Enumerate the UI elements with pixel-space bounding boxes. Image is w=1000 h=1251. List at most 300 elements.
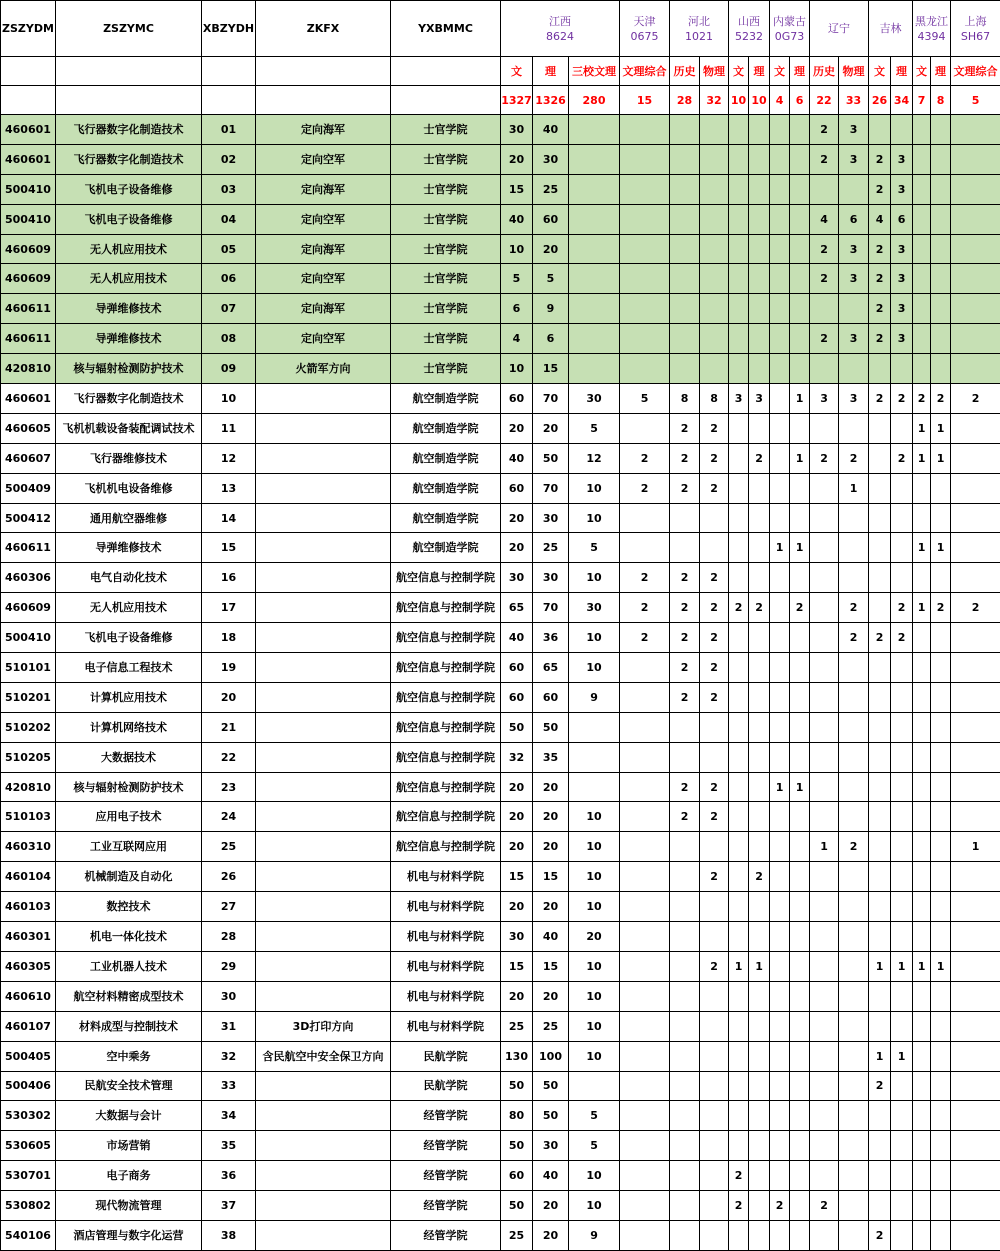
quota-cell <box>670 204 700 234</box>
table-row <box>1 712 1000 742</box>
school-code-cell: 23 <box>202 772 256 802</box>
quota-cell: 15 <box>501 951 533 981</box>
quota-cell <box>700 1011 729 1041</box>
table-row <box>1 413 1000 443</box>
quota-cell: 2 <box>700 802 729 832</box>
quota-cell <box>913 653 931 683</box>
subject-header: 物理 <box>839 57 869 86</box>
quota-cell: 3 <box>891 294 913 324</box>
quota-cell <box>749 354 770 384</box>
quota-cell: 2 <box>700 862 729 892</box>
quota-cell <box>869 443 891 473</box>
major-code-cell: 540106 <box>1 1220 56 1250</box>
quota-cell <box>913 981 931 1011</box>
quota-cell <box>700 1071 729 1101</box>
quota-cell <box>931 144 951 174</box>
major-code-cell: 460601 <box>1 115 56 145</box>
quota-cell <box>931 682 951 712</box>
table-row <box>1 533 1000 563</box>
province-name: 山西 <box>738 14 761 28</box>
quota-cell <box>620 1041 670 1071</box>
quota-cell <box>951 294 1000 324</box>
direction-cell <box>256 653 391 683</box>
quota-cell <box>891 862 913 892</box>
table-row <box>1 623 1000 653</box>
quota-cell: 35 <box>533 742 569 772</box>
school-code-cell: 19 <box>202 653 256 683</box>
major-code-cell: 460610 <box>1 981 56 1011</box>
quota-cell: 2 <box>810 443 839 473</box>
school-code-cell: 06 <box>202 264 256 294</box>
quota-cell <box>700 503 729 533</box>
total-cell: 10 <box>729 86 749 115</box>
total-cell: 32 <box>700 86 729 115</box>
quota-cell: 40 <box>533 922 569 952</box>
quota-cell <box>700 1220 729 1250</box>
direction-cell: 定向空军 <box>256 144 391 174</box>
direction-cell: 含民航空中安全保卫方向 <box>256 1041 391 1071</box>
subject-header: 理 <box>533 57 569 86</box>
quota-cell <box>951 533 1000 563</box>
quota-cell: 3 <box>891 234 913 264</box>
quota-cell: 2 <box>931 593 951 623</box>
table-row <box>1 354 1000 384</box>
school-code-cell: 05 <box>202 234 256 264</box>
blank-cell <box>202 57 256 86</box>
quota-cell <box>620 832 670 862</box>
quota-cell: 2 <box>869 324 891 354</box>
quota-cell: 60 <box>501 1161 533 1191</box>
total-cell: 28 <box>670 86 700 115</box>
quota-cell <box>869 922 891 952</box>
quota-cell <box>951 1011 1000 1041</box>
quota-cell: 80 <box>501 1101 533 1131</box>
quota-cell: 20 <box>569 922 620 952</box>
quota-cell: 2 <box>700 951 729 981</box>
major-name-cell: 飞机机电设备维修 <box>56 473 202 503</box>
quota-cell: 20 <box>501 533 533 563</box>
quota-cell <box>569 1071 620 1101</box>
quota-cell <box>700 1131 729 1161</box>
quota-cell <box>790 473 810 503</box>
quota-cell: 2 <box>891 443 913 473</box>
quota-cell <box>620 653 670 683</box>
quota-cell <box>913 174 931 204</box>
quota-cell <box>700 533 729 563</box>
quota-cell: 60 <box>501 682 533 712</box>
quota-cell <box>839 1191 869 1221</box>
direction-cell <box>256 563 391 593</box>
quota-cell <box>670 294 700 324</box>
quota-cell <box>869 981 891 1011</box>
quota-cell <box>839 772 869 802</box>
college-cell: 士官学院 <box>391 204 501 234</box>
quota-cell: 20 <box>533 802 569 832</box>
quota-cell: 2 <box>700 653 729 683</box>
quota-cell: 10 <box>569 862 620 892</box>
quota-cell: 6 <box>839 204 869 234</box>
quota-cell: 2 <box>810 324 839 354</box>
quota-cell <box>810 951 839 981</box>
quota-cell: 2 <box>670 443 700 473</box>
quota-cell <box>891 115 913 145</box>
quota-cell: 1 <box>913 593 931 623</box>
quota-cell: 10 <box>569 1161 620 1191</box>
quota-cell <box>790 234 810 264</box>
college-cell: 机电与材料学院 <box>391 892 501 922</box>
quota-cell: 15 <box>533 354 569 384</box>
quota-cell <box>729 682 749 712</box>
table-row <box>1 1161 1000 1191</box>
quota-cell <box>790 563 810 593</box>
quota-cell <box>749 712 770 742</box>
quota-cell: 20 <box>501 413 533 443</box>
quota-cell <box>810 981 839 1011</box>
major-name-cell: 应用电子技术 <box>56 802 202 832</box>
quota-cell <box>913 892 931 922</box>
quota-cell: 10 <box>569 653 620 683</box>
direction-cell <box>256 503 391 533</box>
college-cell: 机电与材料学院 <box>391 951 501 981</box>
quota-cell <box>913 234 931 264</box>
quota-cell: 1 <box>869 1041 891 1071</box>
major-name-cell: 大数据与会计 <box>56 1101 202 1131</box>
subject-header: 理 <box>931 57 951 86</box>
quota-cell <box>869 742 891 772</box>
major-code-cell: 460601 <box>1 384 56 414</box>
quota-cell: 3 <box>839 234 869 264</box>
quota-cell <box>913 264 931 294</box>
college-cell: 航空制造学院 <box>391 443 501 473</box>
quota-cell <box>839 1041 869 1071</box>
total-cell: 5 <box>951 86 1000 115</box>
quota-cell <box>749 1191 770 1221</box>
blank-cell <box>256 86 391 115</box>
school-code-cell: 09 <box>202 354 256 384</box>
quota-cell: 2 <box>869 1220 891 1250</box>
quota-cell: 32 <box>501 742 533 772</box>
major-code-cell: 460305 <box>1 951 56 981</box>
quota-cell <box>951 623 1000 653</box>
quota-cell <box>790 1161 810 1191</box>
quota-cell <box>770 802 790 832</box>
quota-cell <box>770 742 790 772</box>
quota-cell: 5 <box>569 1101 620 1131</box>
quota-cell <box>749 563 770 593</box>
school-code-cell: 26 <box>202 862 256 892</box>
quota-cell: 5 <box>501 264 533 294</box>
quota-cell <box>869 1131 891 1161</box>
quota-cell: 3 <box>810 384 839 414</box>
quota-cell: 50 <box>533 1101 569 1131</box>
college-cell: 航空信息与控制学院 <box>391 653 501 683</box>
quota-cell: 10 <box>569 892 620 922</box>
quota-cell <box>810 563 839 593</box>
total-cell: 8 <box>931 86 951 115</box>
blank-cell <box>1 57 56 86</box>
quota-cell <box>770 443 790 473</box>
quota-cell: 4 <box>869 204 891 234</box>
province-name: 江西 <box>549 14 572 28</box>
quota-cell <box>913 1131 931 1161</box>
quota-cell <box>891 1220 913 1250</box>
quota-cell <box>931 922 951 952</box>
quota-cell <box>951 413 1000 443</box>
quota-cell <box>569 742 620 772</box>
quota-cell <box>931 1191 951 1221</box>
quota-cell <box>749 503 770 533</box>
quota-cell: 10 <box>569 1191 620 1221</box>
quota-cell <box>749 832 770 862</box>
quota-cell: 2 <box>839 443 869 473</box>
quota-cell <box>869 892 891 922</box>
major-code-cell: 530802 <box>1 1191 56 1221</box>
quota-cell: 1 <box>770 533 790 563</box>
quota-cell: 6 <box>891 204 913 234</box>
quota-cell <box>869 682 891 712</box>
quota-cell <box>913 204 931 234</box>
quota-cell <box>839 174 869 204</box>
quota-cell <box>729 623 749 653</box>
quota-cell <box>913 324 931 354</box>
quota-cell <box>913 1191 931 1221</box>
quota-cell <box>810 1041 839 1071</box>
quota-cell <box>839 653 869 683</box>
school-code-cell: 16 <box>202 563 256 593</box>
quota-cell <box>839 1011 869 1041</box>
quota-cell <box>790 1191 810 1221</box>
college-cell: 经管学院 <box>391 1191 501 1221</box>
total-cell: 1326 <box>533 86 569 115</box>
quota-cell <box>670 862 700 892</box>
table-row <box>1 115 1000 145</box>
quota-cell <box>951 892 1000 922</box>
quota-cell <box>869 593 891 623</box>
quota-cell <box>951 115 1000 145</box>
quota-cell <box>770 892 790 922</box>
major-code-cell: 510101 <box>1 653 56 683</box>
quota-cell <box>620 892 670 922</box>
quota-cell <box>729 354 749 384</box>
quota-cell: 70 <box>533 384 569 414</box>
quota-cell <box>931 653 951 683</box>
quota-cell: 2 <box>700 473 729 503</box>
quota-cell <box>810 1220 839 1250</box>
quota-cell <box>839 1101 869 1131</box>
quota-cell: 9 <box>569 1220 620 1250</box>
province-name: 吉林 <box>879 22 902 35</box>
quota-cell <box>770 1011 790 1041</box>
quota-cell <box>790 653 810 683</box>
direction-cell: 火箭军方向 <box>256 354 391 384</box>
quota-cell <box>951 712 1000 742</box>
quota-cell: 3 <box>839 115 869 145</box>
quota-cell <box>869 1161 891 1191</box>
quota-cell <box>729 324 749 354</box>
quota-cell <box>790 892 810 922</box>
quota-cell <box>839 712 869 742</box>
quota-cell <box>620 503 670 533</box>
quota-cell: 8 <box>670 384 700 414</box>
quota-cell <box>729 204 749 234</box>
quota-cell <box>620 1101 670 1131</box>
col-header-xbzydh: XBZYDH <box>202 1 256 57</box>
college-cell: 士官学院 <box>391 354 501 384</box>
quota-cell: 2 <box>891 593 913 623</box>
quota-cell <box>729 1131 749 1161</box>
quota-cell <box>931 264 951 294</box>
quota-cell <box>931 981 951 1011</box>
quota-cell <box>670 981 700 1011</box>
table-row <box>1 772 1000 802</box>
school-code-cell: 13 <box>202 473 256 503</box>
quota-cell <box>729 115 749 145</box>
quota-cell <box>569 712 620 742</box>
quota-cell: 2 <box>839 832 869 862</box>
quota-cell: 2 <box>749 862 770 892</box>
quota-cell <box>891 981 913 1011</box>
direction-cell: 定向海军 <box>256 234 391 264</box>
quota-cell: 20 <box>533 772 569 802</box>
quota-cell: 25 <box>501 1220 533 1250</box>
quota-cell: 2 <box>620 563 670 593</box>
quota-cell: 12 <box>569 443 620 473</box>
quota-cell: 2 <box>869 174 891 204</box>
quota-cell <box>700 324 729 354</box>
quota-cell <box>569 294 620 324</box>
college-cell: 航空制造学院 <box>391 413 501 443</box>
quota-cell: 25 <box>501 1011 533 1041</box>
college-cell: 民航学院 <box>391 1071 501 1101</box>
total-cell: 33 <box>839 86 869 115</box>
quota-cell <box>700 144 729 174</box>
quota-cell <box>790 1071 810 1101</box>
major-code-cell: 530701 <box>1 1161 56 1191</box>
quota-cell <box>839 413 869 443</box>
quota-cell <box>569 174 620 204</box>
major-code-cell: 460103 <box>1 892 56 922</box>
quota-cell: 100 <box>533 1041 569 1071</box>
school-code-cell: 18 <box>202 623 256 653</box>
quota-cell <box>749 981 770 1011</box>
quota-cell: 5 <box>620 384 670 414</box>
quota-cell: 2 <box>810 264 839 294</box>
table-row <box>1 1131 1000 1161</box>
total-cell: 1327 <box>501 86 533 115</box>
major-code-cell: 500410 <box>1 174 56 204</box>
total-cell: 7 <box>913 86 931 115</box>
college-cell: 航空信息与控制学院 <box>391 802 501 832</box>
table-row <box>1 981 1000 1011</box>
quota-cell <box>951 264 1000 294</box>
quota-cell: 70 <box>533 593 569 623</box>
quota-cell <box>569 354 620 384</box>
quota-cell: 50 <box>501 712 533 742</box>
quota-cell <box>790 144 810 174</box>
quota-cell <box>670 234 700 264</box>
quota-cell <box>869 772 891 802</box>
quota-cell <box>770 234 790 264</box>
quota-cell <box>931 563 951 593</box>
province-name: 黑龙江 <box>915 14 949 28</box>
school-code-cell: 25 <box>202 832 256 862</box>
quota-cell <box>931 503 951 533</box>
quota-cell: 2 <box>770 1191 790 1221</box>
quota-cell <box>770 354 790 384</box>
quota-cell <box>729 742 749 772</box>
direction-cell <box>256 922 391 952</box>
quota-cell <box>913 1101 931 1131</box>
quota-cell: 2 <box>729 1161 749 1191</box>
major-name-cell: 飞机机载设备装配调试技术 <box>56 413 202 443</box>
quota-cell <box>620 1011 670 1041</box>
quota-cell: 20 <box>533 1220 569 1250</box>
subject-header: 文理综合 <box>620 57 670 86</box>
quota-cell <box>810 503 839 533</box>
direction-cell <box>256 384 391 414</box>
quota-cell: 25 <box>533 1011 569 1041</box>
quota-cell <box>839 981 869 1011</box>
province-header-neimenggu <box>770 1 810 57</box>
table-row <box>1 294 1000 324</box>
major-name-cell: 空中乘务 <box>56 1041 202 1071</box>
quota-cell <box>913 862 931 892</box>
college-cell: 经管学院 <box>391 1131 501 1161</box>
quota-cell: 10 <box>569 1011 620 1041</box>
quota-cell <box>790 503 810 533</box>
quota-cell <box>670 951 700 981</box>
major-name-cell: 导弹维修技术 <box>56 533 202 563</box>
quota-cell <box>951 1101 1000 1131</box>
col-header-yxbmmc: YXBMMC <box>391 1 501 57</box>
quota-cell: 2 <box>749 443 770 473</box>
quota-cell <box>749 802 770 832</box>
quota-cell <box>839 951 869 981</box>
quota-cell <box>749 623 770 653</box>
quota-cell <box>729 1220 749 1250</box>
quota-cell <box>700 1161 729 1191</box>
table-row <box>1 503 1000 533</box>
quota-cell <box>620 533 670 563</box>
quota-cell: 10 <box>569 473 620 503</box>
quota-cell <box>790 981 810 1011</box>
quota-cell <box>620 115 670 145</box>
quota-cell <box>790 1011 810 1041</box>
quota-cell <box>869 802 891 832</box>
quota-cell <box>670 354 700 384</box>
quota-cell <box>810 413 839 443</box>
quota-cell: 2 <box>891 623 913 653</box>
quota-cell <box>670 324 700 354</box>
quota-cell <box>749 234 770 264</box>
blank-cell <box>56 86 202 115</box>
quota-cell <box>810 772 839 802</box>
blank-cell <box>56 57 202 86</box>
quota-cell <box>913 115 931 145</box>
college-cell: 机电与材料学院 <box>391 1011 501 1041</box>
quota-cell <box>931 862 951 892</box>
major-code-cell: 460611 <box>1 294 56 324</box>
quota-cell: 30 <box>533 503 569 533</box>
quota-cell <box>913 473 931 503</box>
quota-cell: 60 <box>501 653 533 683</box>
school-code-cell: 02 <box>202 144 256 174</box>
total-cell: 6 <box>790 86 810 115</box>
quota-cell: 36 <box>533 623 569 653</box>
quota-cell <box>790 324 810 354</box>
province-header-jiangxi <box>501 1 620 57</box>
quota-cell: 1 <box>931 951 951 981</box>
